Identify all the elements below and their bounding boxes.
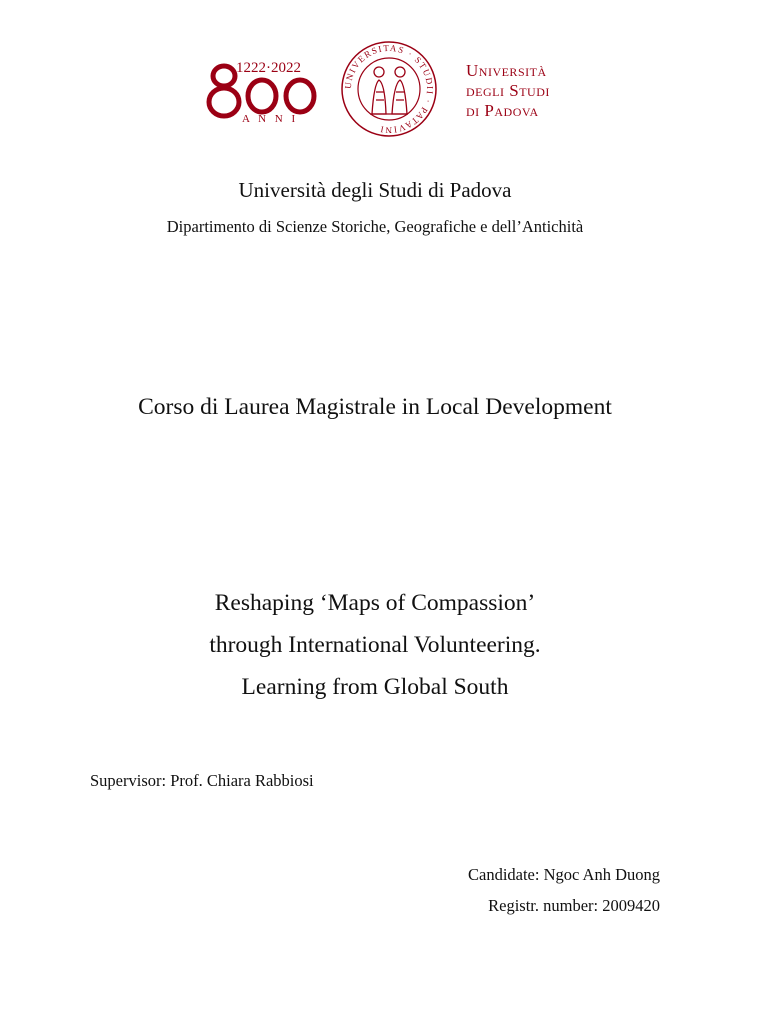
candidate: Candidate: Ngoc Anh Duong xyxy=(467,865,660,884)
wordmark-line-3: di Padova xyxy=(466,101,539,120)
university-name: Università degli Studi di Padova xyxy=(238,178,512,202)
department-name: Dipartimento di Scienze Storiche, Geografiche e dell’Antichità xyxy=(166,217,584,236)
wordmark-line-1: Università xyxy=(466,61,547,80)
registration-number: Registr. number: 2009420 xyxy=(488,896,660,915)
anniversary-word: A N N I xyxy=(242,113,299,125)
supervisor: Supervisor: Prof. Chiara Rabbiosi xyxy=(90,771,314,790)
wordmark-line-2: degli Studi xyxy=(466,81,550,100)
anniversary-800-logo xyxy=(204,56,326,126)
thesis-title-line-1: Reshaping ‘Maps of Compassion’ xyxy=(214,590,536,616)
university-seal-logo xyxy=(340,40,438,138)
thesis-title-line-3: Learning from Global South xyxy=(241,674,509,700)
course-name: Corso di Laurea Magistrale in Local Development xyxy=(138,394,612,420)
seal-ring-text: UNIVERSITAS · STUDII · PATAVINI xyxy=(342,42,436,136)
thesis-title-line-2: through International Volunteering. xyxy=(209,632,541,658)
anniversary-years: 1222·2022 xyxy=(236,60,301,76)
